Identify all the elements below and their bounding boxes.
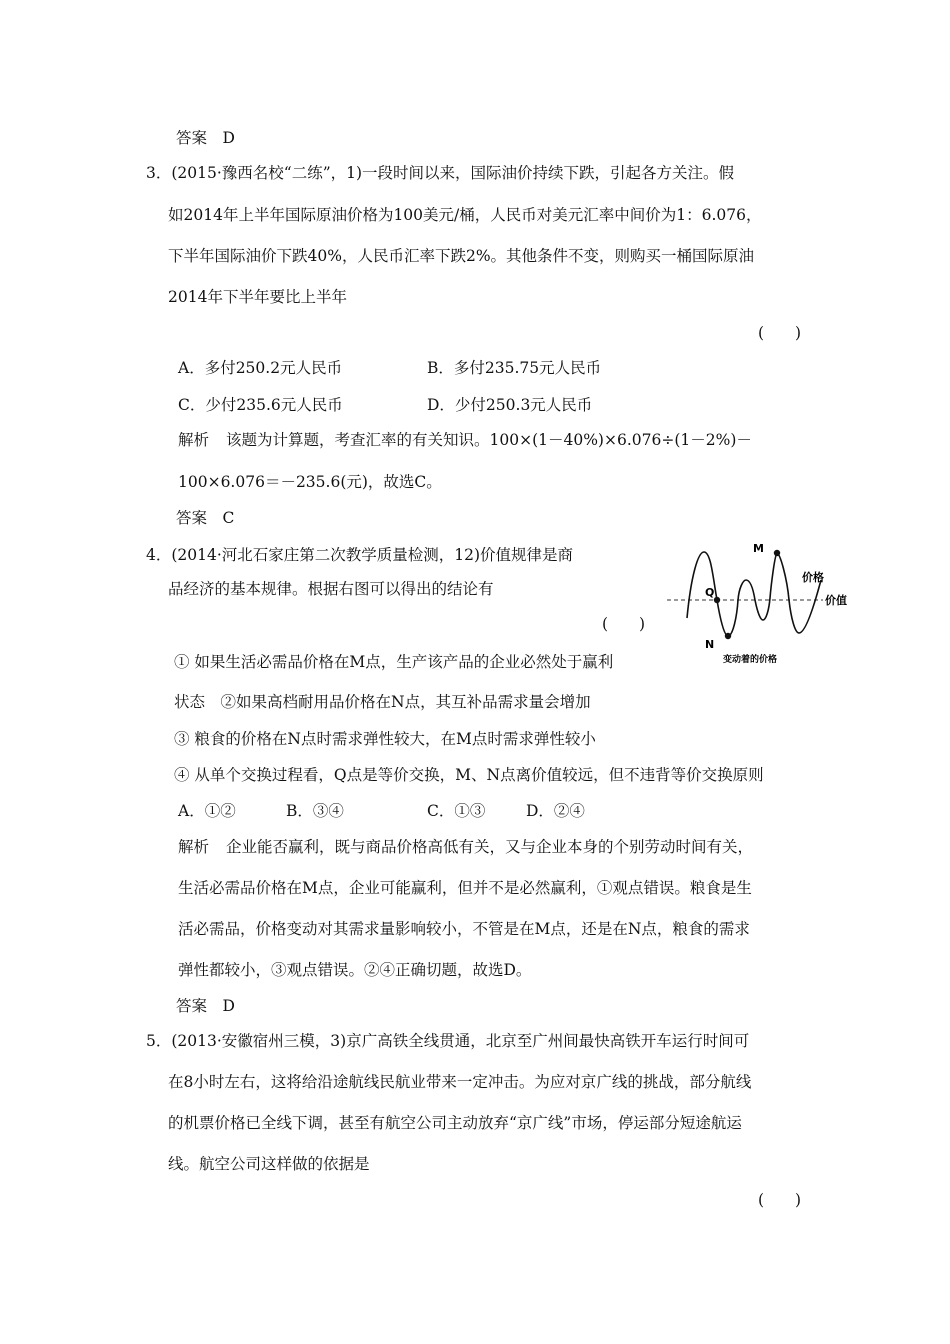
label-q: Q — [705, 586, 715, 599]
q3-option-d: D．少付250.3元人民币 — [427, 396, 593, 414]
q3-stem-line-4: 2014年下半年要比上半年 — [168, 288, 347, 306]
label-n: N — [705, 638, 715, 651]
label-value: 价值 — [825, 594, 847, 607]
q3-stem-line-1: 3．(2015·豫西名校“二练”，1)一段时间以来，国际油价持续下跌，引起各方关注。假 — [146, 164, 735, 182]
q3-answer-bracket: ( ) — [758, 324, 802, 342]
q4-stem-line-2: 品经济的基本规律。根据右图可以得出的结论有 — [168, 580, 494, 598]
q4-analysis-line-1 — [178, 837, 753, 857]
q4-option-b: B．③④ — [286, 802, 344, 820]
point-m-marker — [774, 550, 780, 556]
q4-option-a: A．①② — [178, 802, 236, 820]
q4-analysis-label: 解析 — [178, 838, 210, 856]
point-n-marker — [725, 633, 731, 639]
q4-item-1b: 状态 ②如果高档耐用品价格在N点，其互补品需求量会增加 — [174, 693, 591, 711]
q3-stem-line-2: 如2014年上半年国际原油价格为100美元/桶，人民币对美元汇率中间价为1：6.076， — [168, 206, 762, 224]
q4-option-d: D．②④ — [526, 802, 585, 820]
q3-analysis-text-1: 该题为计算题，考查汇率的有关知识。100×(1－40%)×6.076÷(1－2%)－ — [226, 431, 752, 449]
q5-stem-line-2: 在8小时左右，这将给沿途航线民航业带来一定冲击。为应对京广线的挑战，部分航线 — [168, 1073, 752, 1091]
q5-stem-line-1: 5．(2013·安徽宿州三模，3)京广高铁全线贯通，北京至广州间最快高铁开车运行时间可 — [146, 1032, 750, 1050]
q3-option-c: C．少付235.6元人民币 — [178, 396, 343, 414]
q4-item-1a: ① 如果生活必需品价格在M点，生产该产品的企业必然处于赢利 — [174, 653, 614, 671]
point-q-marker — [714, 597, 720, 603]
figure-caption: 变动着的价格 — [723, 655, 778, 665]
q3-analysis-line-2: 100×6.076＝－235.6(元)，故选C。 — [178, 473, 442, 491]
q2-answer: 答案 D — [176, 129, 235, 147]
q4-stem-line-1: 4．(2014·河北石家庄第二次教学质量检测，12)价值规律是商 — [146, 546, 574, 564]
q4-analysis-line-4: 弹性都较小，③观点错误。②④正确切题，故选D。 — [178, 961, 532, 979]
q4-item-4: ④ 从单个交换过程看，Q点是等价交换，M、N点离价值较远，但不违背等价交换原则 — [174, 766, 764, 784]
q5-stem-line-4: 线。航空公司这样做的依据是 — [168, 1155, 370, 1173]
label-price: 价格 — [802, 571, 824, 584]
q4-answer-bracket: ( ) — [602, 615, 646, 633]
label-m: M — [753, 542, 764, 555]
q3-option-a: A．多付250.2元人民币 — [178, 359, 343, 377]
q4-option-c: C．①③ — [427, 802, 486, 820]
q4-analysis-text-1: 企业能否赢利，既与商品价格高低有关，又与企业本身的个别劳动时间有关， — [226, 838, 754, 856]
q5-answer-bracket: ( ) — [758, 1191, 802, 1209]
q3-stem-line-3: 下半年国际油价下跌40%，人民币汇率下跌2%。其他条件不变，则购买一桶国际原油 — [168, 247, 755, 265]
q4-analysis-line-3: 活必需品，价格变动对其需求量影响较小，不管是在M点，还是在N点，粮食的需求 — [178, 920, 750, 938]
q3-analysis-line-1 — [178, 430, 752, 450]
q4-answer: 答案 D — [176, 997, 235, 1015]
price-value-figure — [665, 538, 865, 670]
q3-analysis-label: 解析 — [178, 431, 210, 449]
q5-stem-line-3: 的机票价格已全线下调，甚至有航空公司主动放弃“京广线”市场，停运部分短途航运 — [168, 1114, 742, 1132]
q4-item-3: ③ 粮食的价格在N点时需求弹性较大，在M点时需求弹性较小 — [174, 730, 596, 748]
q3-answer: 答案 C — [176, 509, 235, 527]
q3-option-b: B．多付235.75元人民币 — [427, 359, 602, 377]
q4-analysis-line-2: 生活必需品价格在M点，企业可能赢利，但并不是必然赢利，①观点错误。粮食是生 — [178, 879, 752, 897]
